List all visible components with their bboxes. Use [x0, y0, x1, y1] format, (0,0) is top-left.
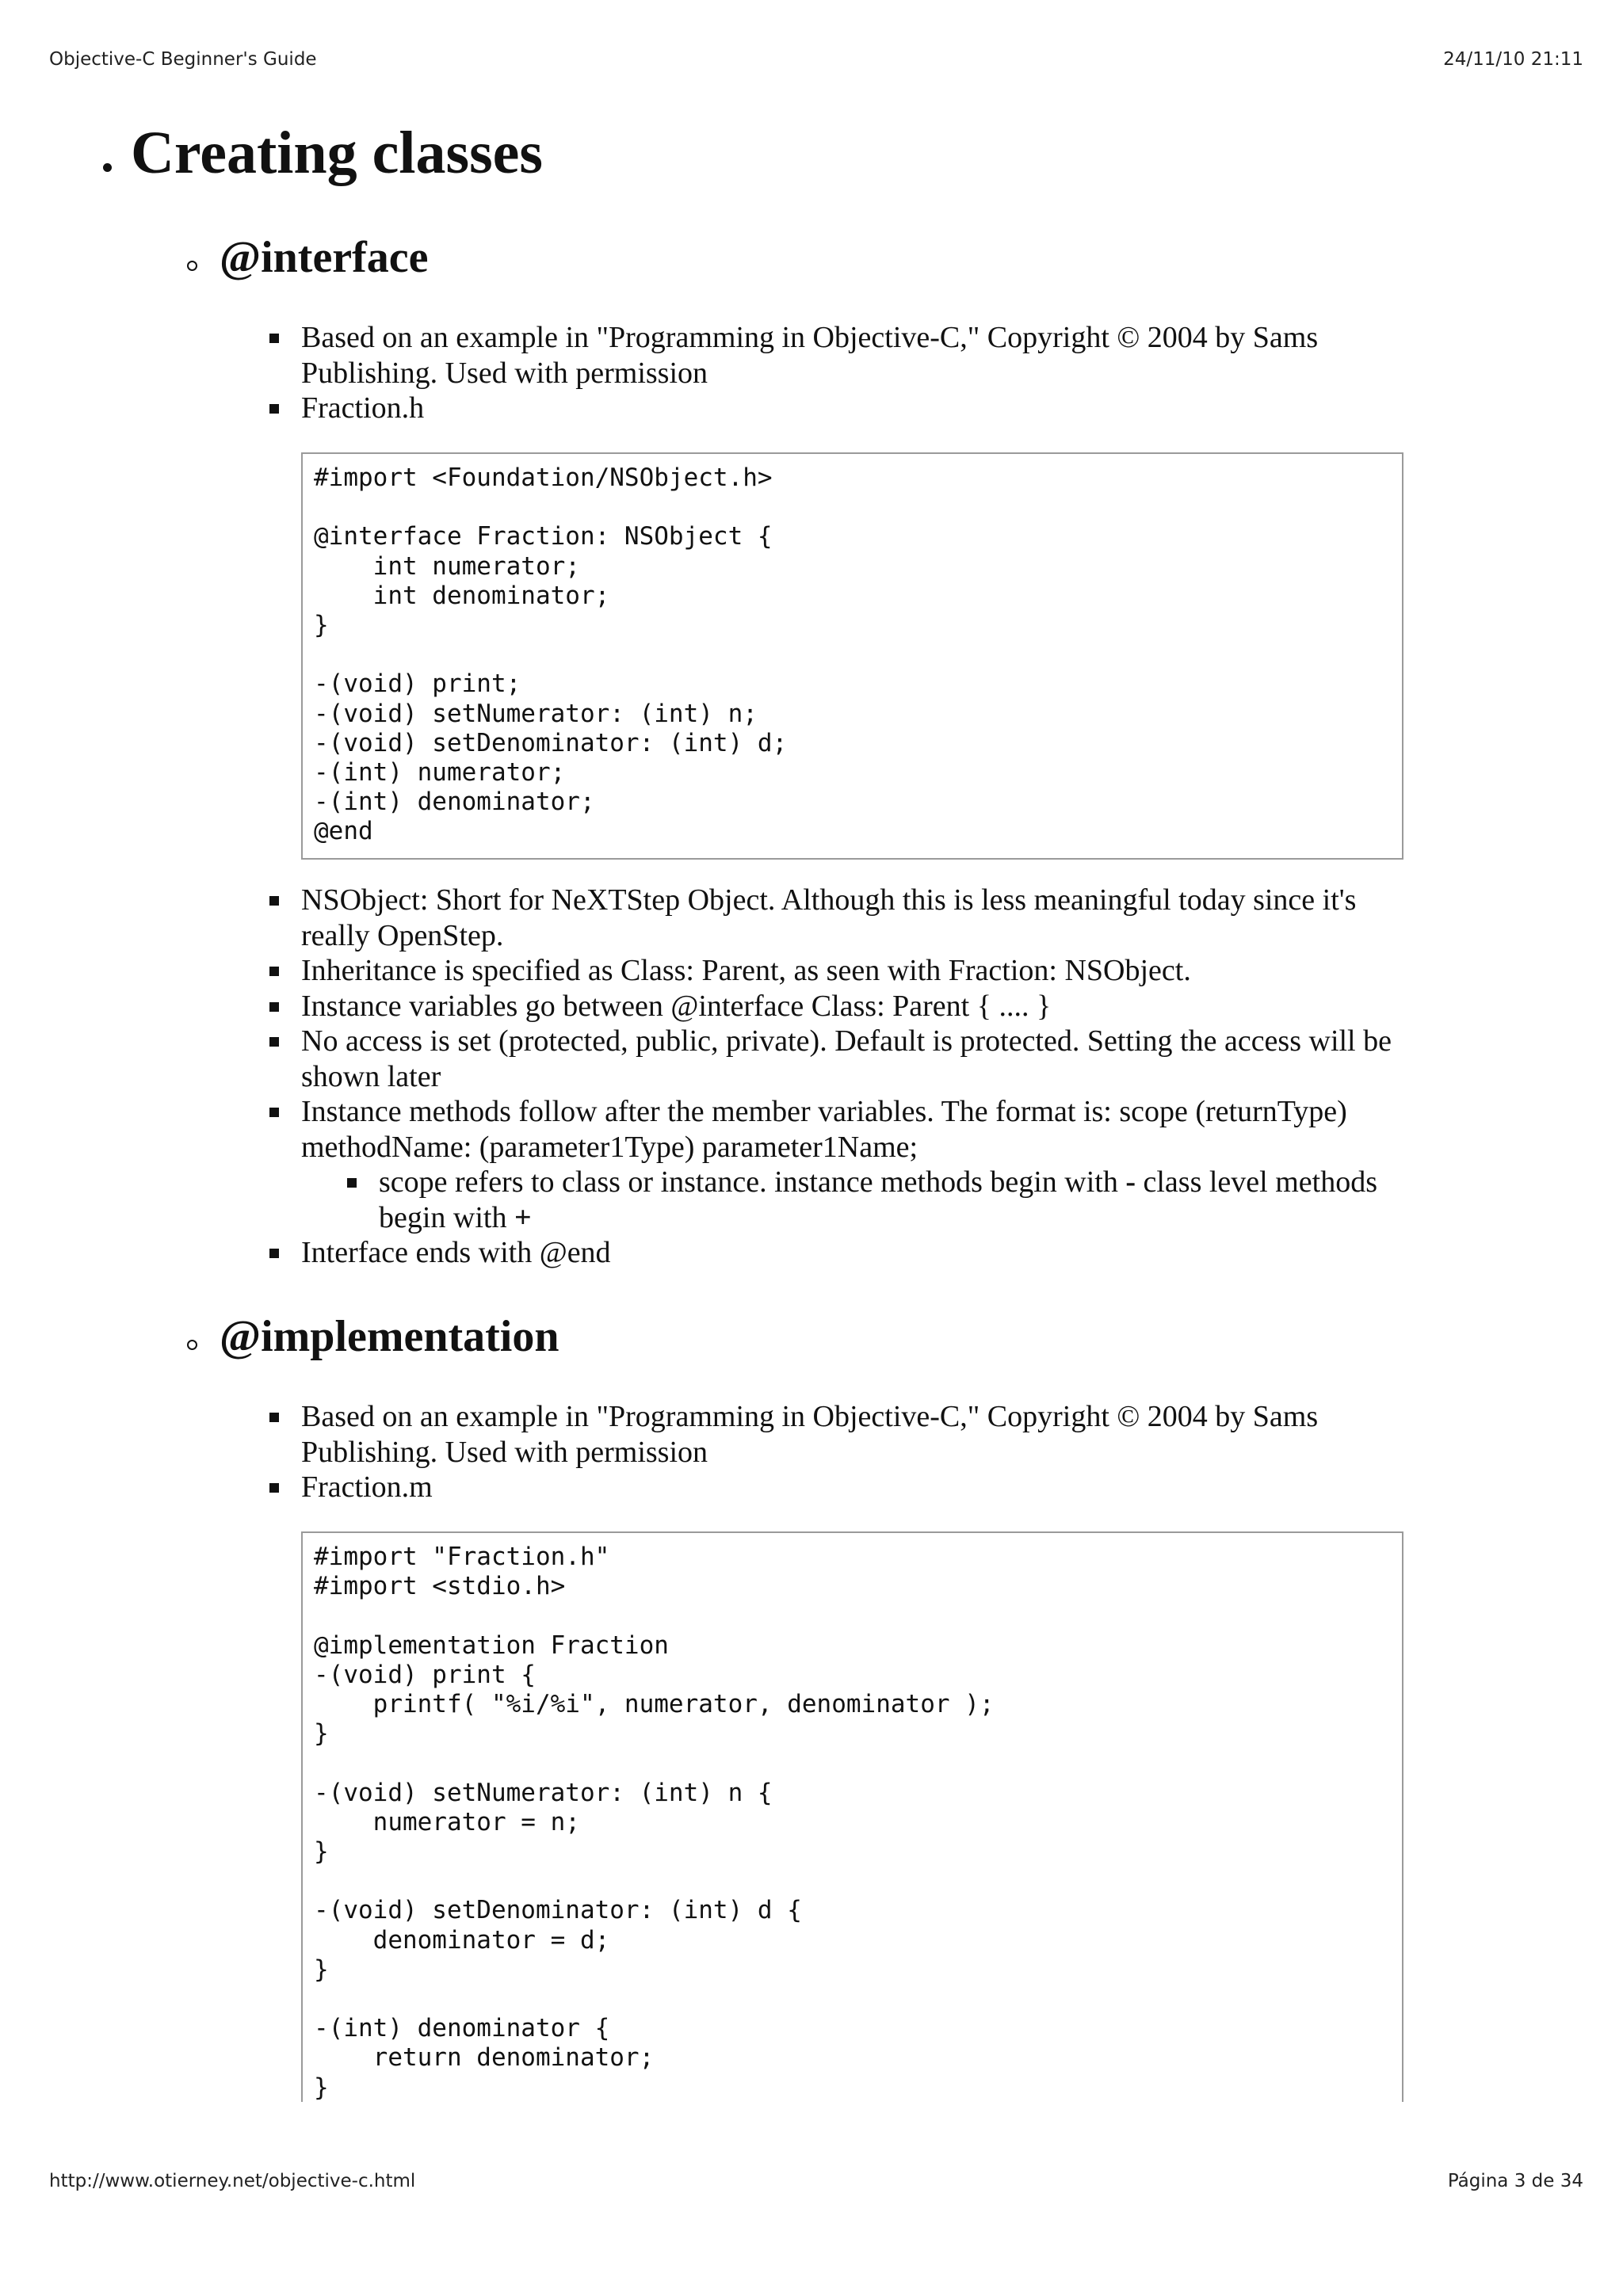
implementation-intro-list	[268, 1399, 1409, 1505]
header-title: Objective-C Beginner's Guide	[49, 49, 317, 70]
scope-text-b: class level methods begin with	[379, 1165, 1377, 1234]
page-title: Creating classes	[131, 120, 543, 186]
minus-symbol: -	[1125, 1165, 1136, 1199]
interface-notes-list	[268, 883, 1409, 1271]
list-item: Based on an example in "Programming in Objective-C," Copyright © 2004 by Sams Publishing. Used with permission	[268, 1399, 1409, 1470]
footer-page-number: Página 3 de 34	[1447, 2171, 1583, 2191]
section-heading-creating-classes	[103, 117, 543, 189]
code-text: #import "Fraction.h" #import <stdio.h> @implementation Fraction -(void) print { printf( "%i/%i", numerator, denominator ); } -(void) setNumerator: (int) n { numerator = n; } -(void) setDenominator: (int) d { denominator = d; } -(int) denominator { return denominator; }	[314, 1543, 995, 2102]
interface-heading: @interface	[220, 233, 429, 282]
code-text: #import <Foundation/NSObject.h> @interface Fraction: NSObject { int numerator; int denominator; } -(void) print; -(void) setNumerator: (int) n; -(void) setDenominator: (int) d; -(int) numerator; -(int) denominator; @end	[314, 463, 788, 846]
list-item: Fraction.h	[268, 391, 1409, 426]
scope-text-a: scope refers to class or instance. instance methods begin with	[379, 1165, 1126, 1199]
code-block-fraction-m	[301, 1531, 1403, 2102]
list-item	[346, 1165, 1409, 1235]
list-item: Fraction.m	[268, 1470, 1409, 1505]
disc-bullet-icon	[103, 163, 112, 172]
list-item-text: Instance methods follow after the member variables. The format is: scope (returnType) methodName: (parameter1Type) parameter1Name;	[301, 1095, 1347, 1164]
code-block-fraction-h	[301, 452, 1403, 860]
subsection-heading-interface	[187, 230, 429, 285]
subsection-heading-implementation	[187, 1309, 559, 1364]
list-item: Inheritance is specified as Class: Parent, as seen with Fraction: NSObject.	[268, 953, 1409, 989]
footer-url: http://www.otierney.net/objective-c.html	[49, 2171, 416, 2191]
nested-list	[301, 1165, 1409, 1235]
plus-symbol: +	[514, 1200, 532, 1234]
circle-bullet-icon	[187, 1340, 197, 1350]
circle-bullet-icon	[187, 261, 197, 271]
list-item: Instance variables go between @interface Class: Parent { .... }	[268, 989, 1409, 1024]
header-datetime: 24/11/10 21:11	[1443, 49, 1583, 70]
list-item: Interface ends with @end	[268, 1235, 1409, 1271]
list-item	[268, 1094, 1409, 1235]
list-item: No access is set (protected, public, private). Default is protected. Setting the access will be shown later	[268, 1024, 1409, 1094]
interface-intro-list	[268, 320, 1409, 426]
list-item: Based on an example in "Programming in Objective-C," Copyright © 2004 by Sams Publishing. Used with permission	[268, 320, 1409, 391]
implementation-heading: @implementation	[220, 1312, 559, 1361]
list-item: NSObject: Short for NeXTStep Object. Although this is less meaningful today since it's really OpenStep.	[268, 883, 1409, 953]
